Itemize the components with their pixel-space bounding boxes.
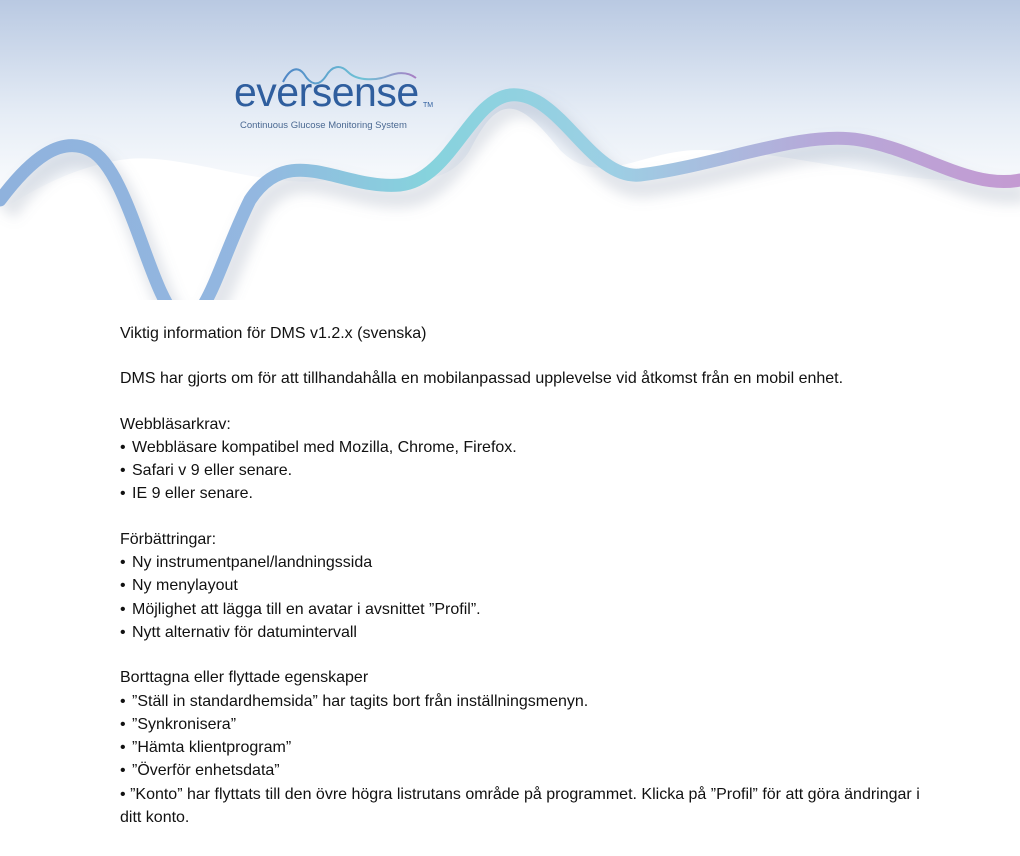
list-item: • Ny instrumentpanel/landningssida [120,554,373,572]
list-item: • ”Ställ in standardhemsida” har tagits bort från inställningsmenyn. [120,692,589,710]
section-heading-removed: Borttagna eller flyttade egenskaper [120,669,369,687]
section-heading-browser: Webbläsarkrav: [120,415,231,433]
document-title: Viktig information för DMS v1.2.x (svenska) [120,325,427,342]
list-item: • Webbläsare kompatibel med Mozilla, Chrome, Firefox. [120,438,517,456]
list-item: • Nytt alternativ för datumintervall [120,623,357,641]
section-heading-improvements: Förbättringar: [120,530,217,548]
logo-wordmark: eversense [234,69,419,115]
list-item: • ”Synkronisera” [120,715,237,733]
eversense-logo [228,58,438,138]
list-item: • IE 9 eller senare. [120,485,253,503]
header-wave-graphic [0,0,1020,300]
logo-subtitle: Continuous Glucose Monitoring System [240,120,407,131]
document-body [120,322,940,829]
list-item: • Ny menylayout [120,577,238,595]
list-item: • ”Överför enhetsdata” [120,762,280,780]
logo-trademark: TM [423,102,434,109]
list-item: • ”Hämta klientprogram” [120,739,292,757]
list-item: • ”Konto” har flyttats till den övre högra listrutans område på programmet. Klicka på ”Profil” för att göra ändringar i ditt konto. [120,785,920,827]
list-item: • Möjlighet att lägga till en avatar i avsnittet ”Profil”. [120,600,481,618]
document-intro: DMS har gjorts om för att tillhandahålla en mobilanpassad upplevelse vid åtkomst från en mobil enhet. [120,370,844,388]
list-item: • Safari v 9 eller senare. [120,462,293,480]
